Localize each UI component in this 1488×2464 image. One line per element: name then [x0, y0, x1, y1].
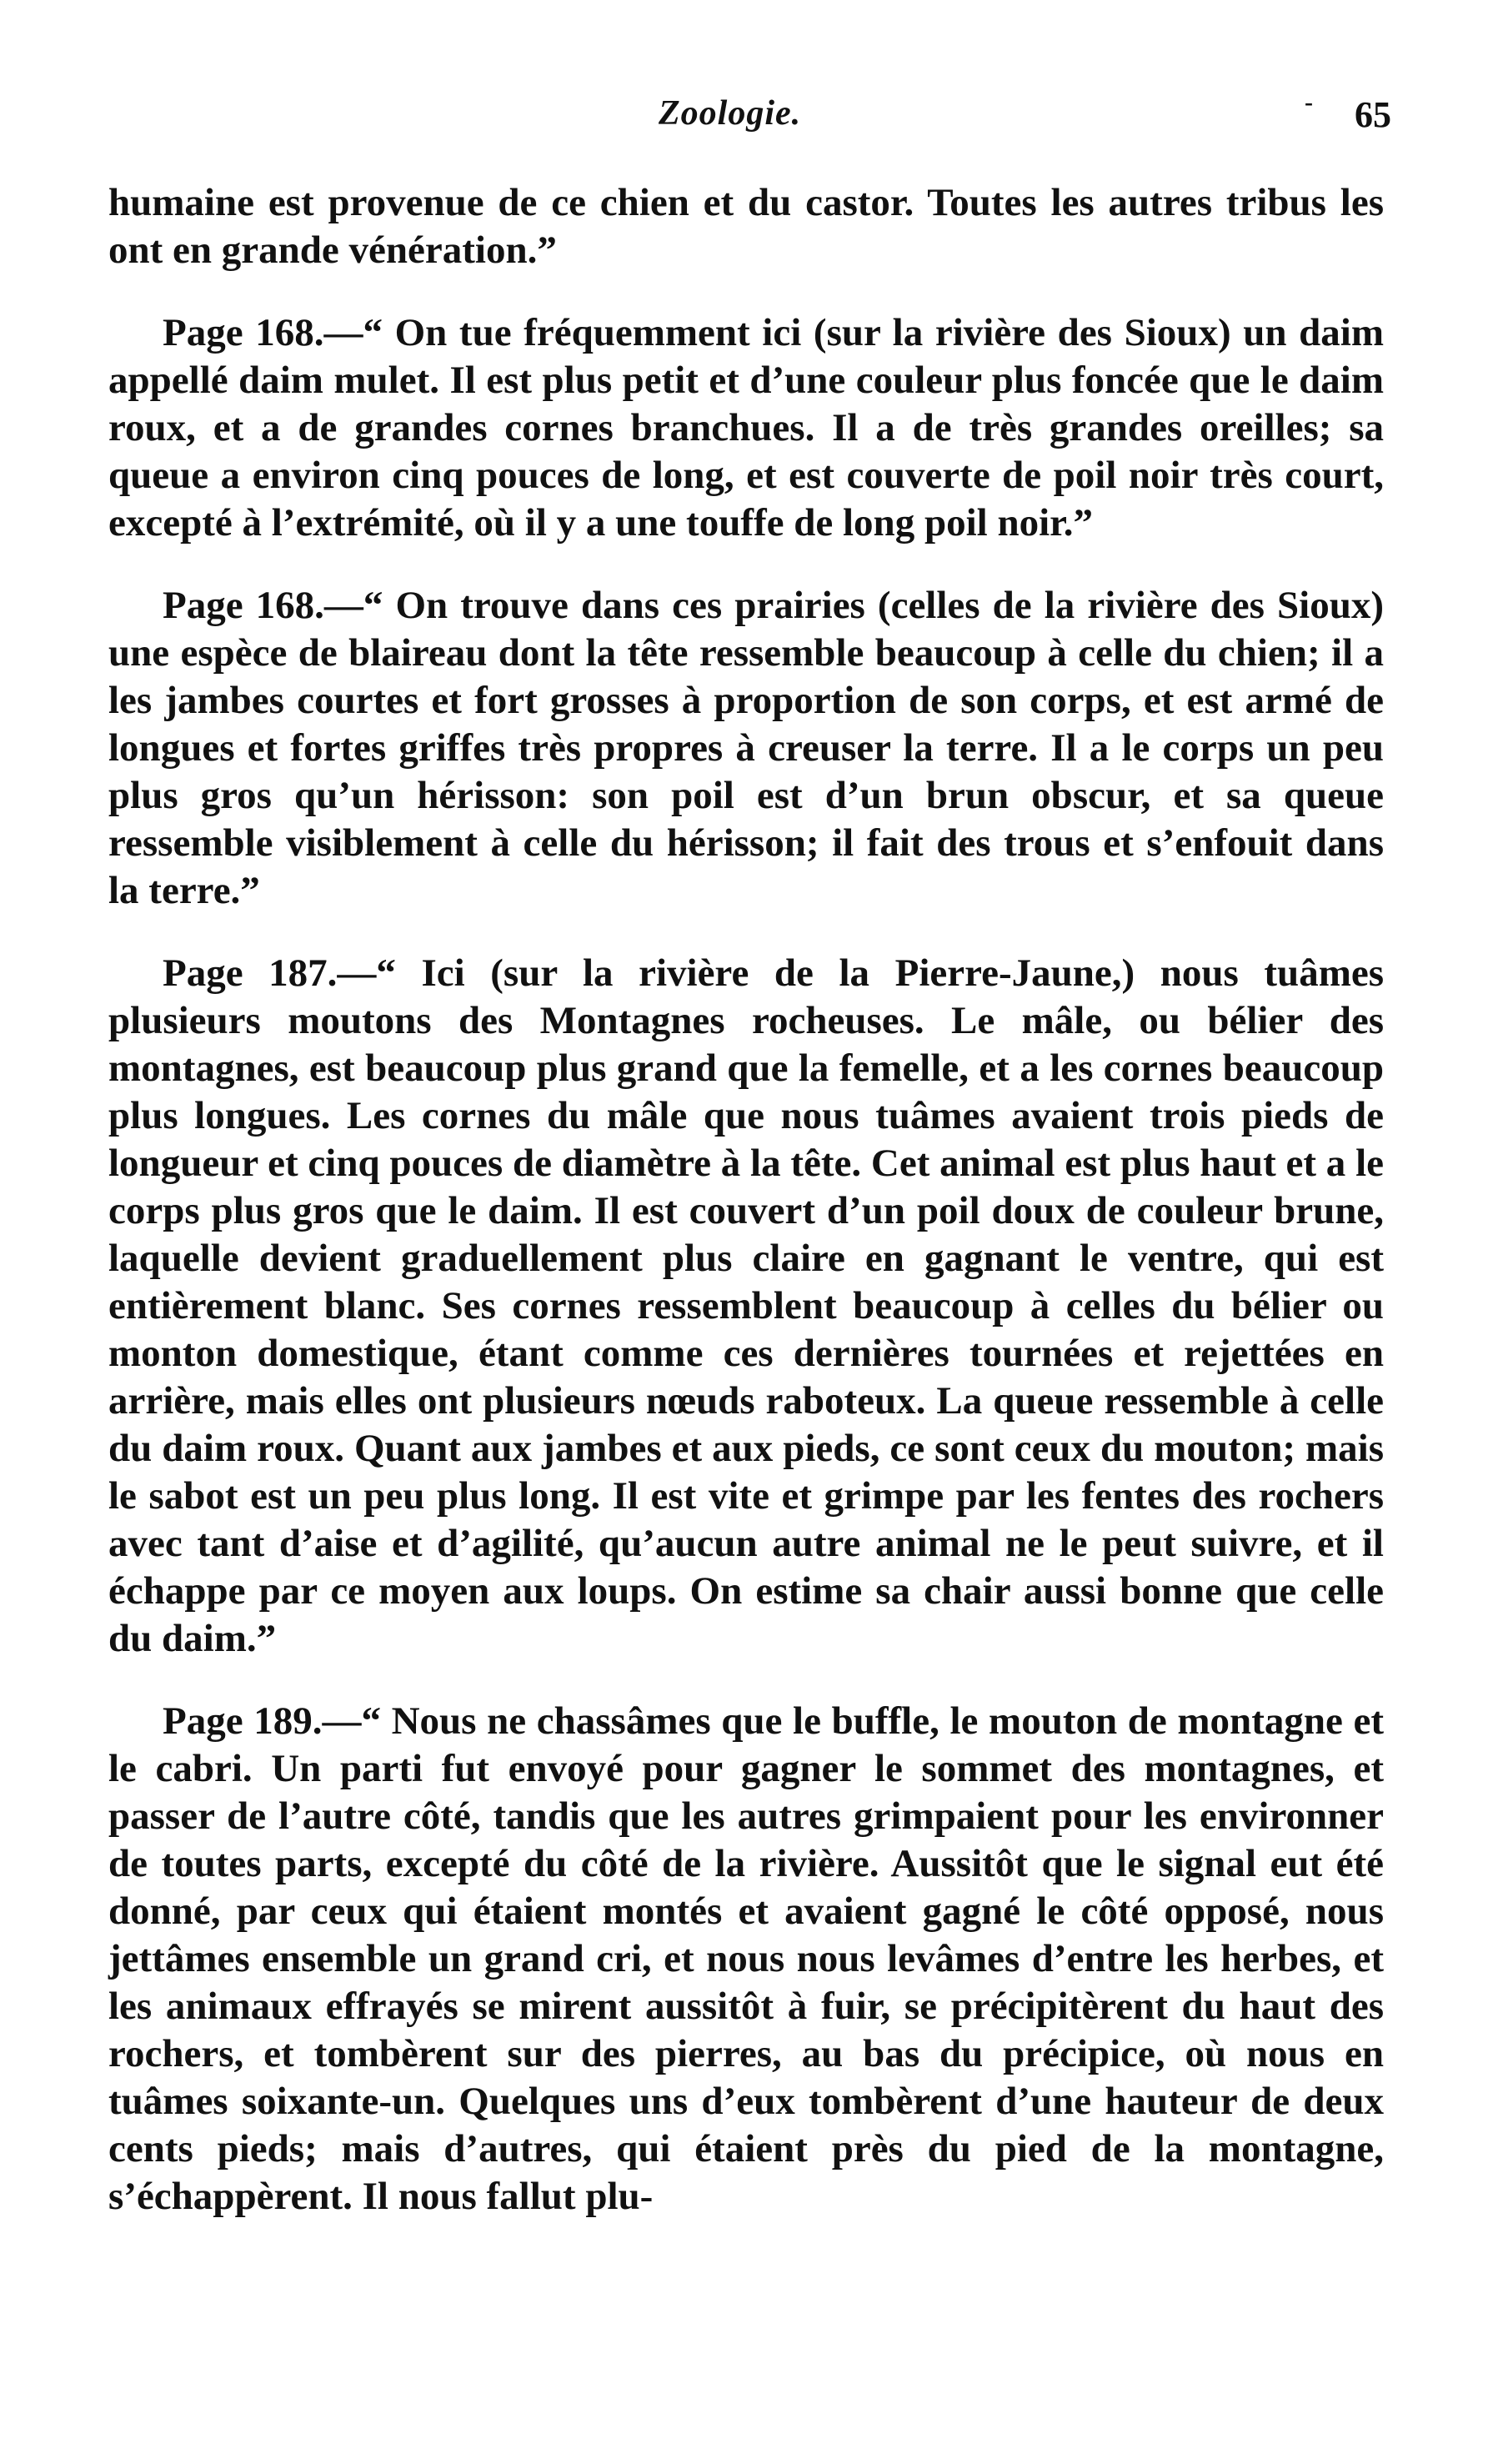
- body-text: [108, 179, 1384, 2221]
- paragraph-page-187-moutons: Page 187.—“ Ici (sur la rivière de la Pierre-Jaune,) nous tuâmes plusieurs moutons des Montagnes rocheuses. Le mâle, ou bélier des montagnes, est beaucoup plus grand que la femelle, et a les cornes beaucoup plus longues. Les cornes du mâle que nous tuâmes avaient trois pieds de longueur et cinq pouces de diamètre à la tête. Cet animal est plus haut et a le corps plus gros que le daim. Il est couvert d’un poil doux de couleur brune, laquelle devient graduellement plus claire en gagnant le ventre, qui est entièrement blanc. Ses cornes ressemblent beaucoup à celles du bélier ou monton domestique, étant comme ces dernières tournées et rejettées en arrière, mais elles ont plusieurs nœuds raboteux. La queue ressemble à celle du daim roux. Quant aux jambes et aux pieds, ce sont ceux du mouton; mais le sabot est un peu plus long. Il est vite et grimpe par les fentes des rochers avec tant d’aise et d’agilité, qu’aucun autre animal ne le peut suivre, et il échappe par ce moyen aux loups. On estime sa chair aussi bonne que celle du daim.”: [108, 951, 1384, 1660]
- paragraph-continuation: humaine est provenue de ce chien et du castor. Toutes les autres tribus les ont en grande vénération.”: [108, 181, 1384, 272]
- paragraph-page-168-daim-mulet: Page 168.—“ On tue fréquemment ici (sur la rivière des Sioux) un daim appellé daim mulet. Il est plus petit et d’une couleur plus foncée que le daim roux, et a de grandes cornes branchues. Il a de très grandes oreilles; sa queue a environ cinq pouces de long, et est couverte de poil noir très court, excepté à l’extrémité, où il y a une touffe de long poil noir.”: [108, 311, 1384, 544]
- header-mark: -: [1305, 88, 1313, 116]
- paragraph-page-168-blaireau: Page 168.—“ On trouve dans ces prairies (celles de la rivière des Sioux) une espèce de blaireau dont la tête ressemble beaucoup à celle du chien; il a les jambes courtes et fort grosses à proportion de son corps, et est armé de longues et fortes griffes très propres à creuser la terre. Il a le corps un peu plus gros qu’un hérisson: son poil est d’un brun obscur, et sa queue ressemble visiblement à celle du hérisson; il fait des trous et s’enfouit dans la terre.”: [108, 584, 1384, 912]
- running-head: [0, 88, 1488, 152]
- page-number: 65: [1355, 94, 1391, 135]
- running-title: Zoologie.: [659, 94, 802, 133]
- paragraph-page-189-chasse: Page 189.—“ Nous ne chassâmes que le buffle, le mouton de montagne et le cabri. Un parti fut envoyé pour gagner le sommet des montagnes, et passer de l’autre côté, tandis que les autres grimpaient pour les environner de toutes parts, excepté du côté de la rivière. Aussitôt que le signal eut été donné, par ceux qui étaient montés et avaient gagné le côté opposé, nous jettâmes ensemble un grand cri, et nous nous levâmes d’entre les herbes, et les animaux effrayés se mirent aussitôt à fuir, se précipitèrent du haut des rochers, et tombèrent sur des pierres, au bas du précipice, où nous en tuâmes soixante-un. Quelques uns d’eux tombèrent d’une hauteur de deux cents pieds; mais d’autres, qui étaient près du pied de la montagne, s’échappèrent. Il nous fallut plu-: [108, 1699, 1384, 2218]
